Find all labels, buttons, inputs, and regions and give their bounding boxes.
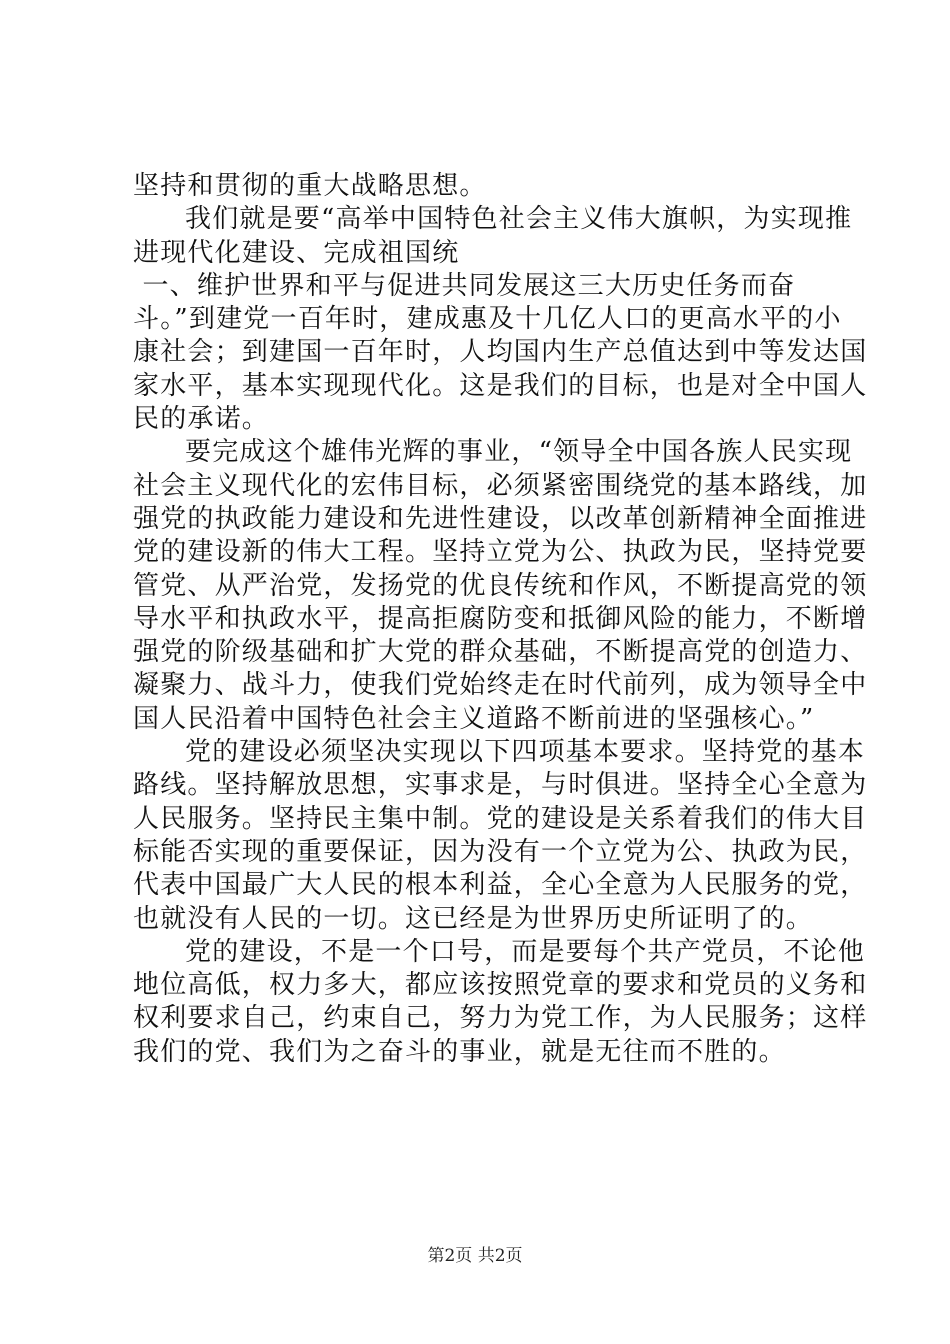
text-line: 党的建设必须坚决实现以下四项基本要求。坚持党的基本 (185, 737, 866, 768)
text-line: 民的承诺。 (133, 404, 270, 435)
text-line: 社会主义现代化的宏伟目标，必须紧密围绕党的基本路线，加 (133, 470, 868, 501)
text-line: 坚持和贯彻的重大战略思想。 (133, 171, 487, 201)
text-line: 管党、从严治党，发扬党的优良传统和作风，不断提高党的领 (133, 570, 868, 601)
text-line: 标能否实现的重要保证，因为没有一个立党为公、执政为民， (133, 836, 868, 867)
text-line: 路线。坚持解放思想，实事求是，与时俱进。坚持全心全意为 (133, 770, 868, 801)
text-line: 进现代化建设、完成祖国统 (133, 237, 460, 268)
text-line: 家水平，基本实现现代化。这是我们的目标，也是对全中国人 (133, 370, 868, 401)
text-line: 斗。”到建党一百年时，建成惠及十几亿人口的更高水平的小 (133, 304, 842, 335)
text-line: 凝聚力、战斗力，使我们党始终走在时代前列，成为领导全中 (133, 670, 868, 701)
page-number-footer: 第2页 共2页 (427, 1246, 523, 1266)
text-line: 我们的党、我们为之奋斗的事业，就是无往而不胜的。 (133, 1036, 786, 1067)
text-line: 党的建设，不是一个口号，而是要每个共产党员，不论他 (185, 936, 866, 967)
text-line: 强党的阶级基础和扩大党的群众基础，不断提高党的创造力、 (133, 637, 868, 668)
text-line: 地位高低，权力多大，都应该按照党章的要求和党员的义务和 (133, 970, 868, 1001)
text-line: 代表中国最广大人民的根本利益，全心全意为人民服务的党， (133, 870, 868, 901)
text-line: 导水平和执政水平，提高拒腐防变和抵御风险的能力，不断增 (133, 603, 868, 634)
text-line: 党的建设新的伟大工程。坚持立党为公、执政为民，坚持党要 (133, 537, 868, 568)
body-text (133, 170, 868, 1069)
text-line: 国人民沿着中国特色社会主义道路不断前进的坚强核心。” (133, 703, 815, 734)
text-line: 要完成这个雄伟光辉的事业，“领导全中国各族人民实现 (185, 437, 853, 468)
text-line: 一、维护世界和平与促进共同发展这三大历史任务而奋 (133, 270, 796, 301)
text-line: 康社会；到建国一百年时，人均国内生产总值达到中等发达国 (133, 337, 868, 368)
text-line: 我们就是要“高举中国特色社会主义伟大旗帜，为实现推 (185, 204, 853, 235)
text-line: 人民服务。坚持民主集中制。党的建设是关系着我们的伟大目 (133, 803, 868, 834)
text-line: 强党的执政能力建设和先进性建设，以改革创新精神全面推进 (133, 503, 868, 534)
text-line: 权利要求自己，约束自己，努力为党工作，为人民服务；这样 (133, 1003, 868, 1034)
text-line: 也就没有人民的一切。这已经是为世界历史所证明了的。 (133, 903, 814, 934)
